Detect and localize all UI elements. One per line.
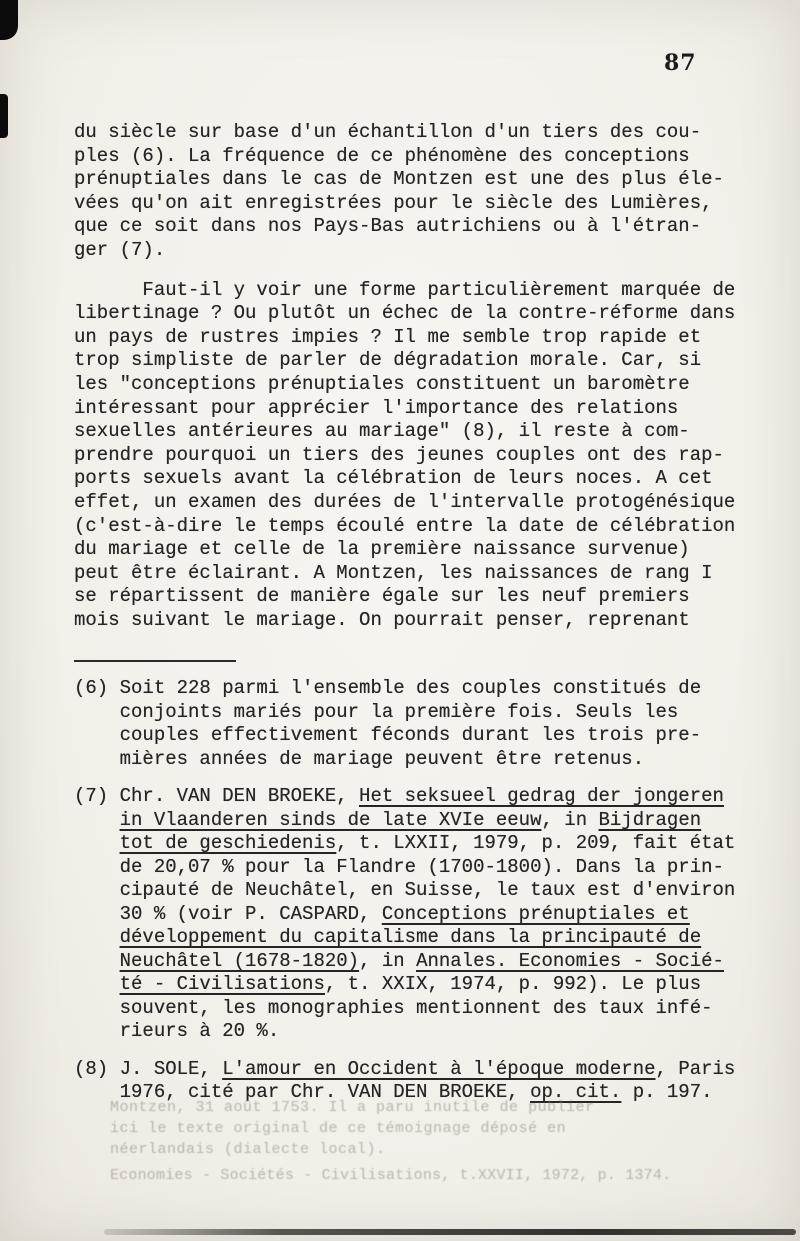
text-segment: (7) Chr. VAN DEN BROEKE, [74, 785, 360, 807]
text-segment [74, 832, 120, 854]
text-segment: intéressant pour apprécier l'importance des relations [74, 396, 679, 419]
text-segment: vées qu'on ait enregistrées pour le siècle des Lumières, [74, 191, 713, 214]
text-line [74, 677, 784, 701]
text-segment: mières années de mariage peuvent être retenus. [74, 747, 645, 770]
text-segment: (8) J. SOLE, [74, 1057, 223, 1080]
text-line [74, 748, 784, 772]
paragraph [74, 279, 774, 633]
footnotes [74, 677, 784, 1105]
text-line [74, 856, 784, 880]
text-segment: de 20,07 % pour la Flandre (1700-1800). Dans la prin- [74, 855, 724, 878]
text-line [74, 121, 774, 145]
text-line [74, 373, 774, 397]
text-segment: peut être éclairant. A Montzen, les naissances de rang I [74, 561, 713, 584]
text-line [74, 973, 784, 997]
text-line [74, 950, 784, 974]
text-segment: 1976, cité par Chr. VAN DEN BROEKE, [74, 1081, 531, 1103]
text-segment: , in [359, 949, 417, 972]
text-line [74, 701, 784, 725]
text-line [74, 168, 774, 192]
bleedthrough-line: Montzen, 31 août 1753. Il a paru inutile de publier [110, 1099, 595, 1116]
citation-title: in Vlaanderen sinds de late XVIe eeuw [119, 808, 542, 831]
text-line [74, 609, 774, 633]
footnote-7 [74, 785, 784, 1044]
text-line [74, 879, 784, 903]
text-segment [74, 809, 120, 831]
text-segment: couples effectivement féconds durant les trois pre- [74, 724, 702, 746]
scan-artifact-corner [0, 0, 18, 40]
text-line [74, 302, 774, 326]
footnote-6 [74, 677, 784, 771]
text-segment: trop simpliste de parler de dégradation morale. Car, si [74, 349, 702, 372]
text-segment: prendre pourquoi un tiers des jeunes couples ont des rap- [74, 443, 724, 466]
text-segment: 30 % (voir P. CASPARD, [74, 902, 382, 925]
text-line [74, 926, 784, 950]
text-segment: ger (7). [74, 238, 166, 261]
citation-title: développement du capitalisme dans la principauté de [119, 926, 702, 948]
text-line [74, 145, 774, 169]
citation-title: Annales. Economies - Socié- [416, 949, 724, 972]
text-line [74, 192, 774, 216]
text-line [74, 515, 774, 539]
text-line [74, 239, 774, 263]
text-segment: cipauté de Neuchâtel, en Suisse, le taux est d'environ [74, 879, 736, 901]
text-segment: , Paris [655, 1057, 736, 1080]
text-segment: un pays de rustres impies ? Il me semble trop rapide et [74, 325, 702, 348]
text-segment: Faut-il y voir une forme particulièrement marquée de [74, 278, 736, 301]
text-line [74, 585, 774, 609]
text-segment: souvent, les monographies mentionnent des taux infé- [74, 996, 713, 1019]
citation-title: L'amour en Occident à l'époque moderne [222, 1057, 656, 1080]
text-segment: du mariage et celle de la première naissance survenue) [74, 538, 690, 561]
citation-title: tot de geschiedenis [119, 832, 337, 854]
text-segment: libertinage ? Ou plutôt un échec de la contre-réforme dans [74, 302, 736, 325]
bleedthrough-text [110, 1098, 750, 1186]
text-segment [74, 973, 120, 995]
text-segment: prénuptiales dans le cas de Montzen est une des plus éle- [74, 168, 724, 191]
text-line [74, 444, 774, 468]
text-line [74, 215, 774, 239]
text-segment: , t. XXIX, 1974, p. 992). Le plus [324, 973, 702, 995]
text-line [74, 785, 784, 809]
text-segment: mois suivant le mariage. On pourrait penser, reprenant [74, 608, 690, 631]
citation-title: té - Civilisations [119, 973, 325, 995]
paragraph [74, 121, 774, 263]
text-line [74, 1020, 784, 1044]
text-line [74, 279, 774, 303]
text-segment: p. 197. [621, 1081, 713, 1103]
text-line [74, 1058, 784, 1082]
text-segment: ples (6). La fréquence de ce phénomène des conceptions [74, 144, 690, 167]
page-number: 87 [664, 50, 697, 76]
bleedthrough-line: Economies - Sociétés - Civilisations, t.XXVII, 1972, p. 1374. [110, 1167, 672, 1184]
text-line [74, 724, 784, 748]
text-line [74, 832, 784, 856]
text-segment: effet, un examen des durées de l'intervalle protogénésique [74, 490, 736, 513]
text-line [74, 538, 774, 562]
citation-title: Neuchâtel (1678-1820) [119, 949, 360, 972]
text-segment: les "conceptions prénuptiales constituent un baromètre [74, 372, 690, 395]
text-segment: (6) Soit 228 parmi l'ensemble des couples constitués de [74, 677, 702, 699]
text-line [74, 349, 774, 373]
text-segment [74, 950, 120, 972]
text-line [74, 809, 784, 833]
text-line [74, 467, 774, 491]
text-segment: (c'est-à-dire le temps écoulé entre la date de célébration [74, 514, 736, 537]
text-line [74, 420, 774, 444]
citation-title: Het seksueel gedrag der jongeren [359, 785, 724, 807]
text-segment: ports sexuels avant la célébration de leurs noces. A cet [74, 467, 713, 490]
body-text [74, 121, 774, 632]
bleedthrough-line: ici le texte original de ce témoignage déposé en [110, 1120, 567, 1137]
bleedthrough-line: néerlandais (dialecte local). [110, 1141, 386, 1158]
text-segment: , in [541, 808, 599, 831]
citation-title: Conceptions prénuptiales et [381, 902, 690, 925]
scan-artifact-left-edge [0, 94, 8, 138]
citation-title: Bijdragen [598, 808, 702, 831]
text-segment: , t. LXXII, 1979, p. 209, fait état [336, 832, 736, 854]
text-segment: conjoints mariés pour la première fois. Seuls les [74, 700, 679, 723]
text-segment [74, 926, 120, 948]
text-line [74, 562, 774, 586]
text-segment: rieurs à 20 %. [74, 1020, 280, 1042]
text-segment: du siècle sur base d'un échantillon d'un tiers des cou- [74, 121, 702, 143]
text-line [74, 491, 774, 515]
scan-artifact-bottom-edge [104, 1229, 796, 1235]
text-segment: se répartissent de manière égale sur les neuf premiers [74, 585, 690, 608]
text-line [74, 903, 784, 927]
text-line [74, 397, 774, 421]
text-line [74, 997, 784, 1021]
citation-title: op. cit. [530, 1081, 622, 1103]
text-segment: que ce soit dans nos Pays-Bas autrichiens ou à l'étran- [74, 215, 702, 238]
footnote-separator [74, 660, 236, 662]
text-segment: sexuelles antérieures au mariage" (8), il reste à com- [74, 420, 690, 443]
text-line [74, 326, 774, 350]
